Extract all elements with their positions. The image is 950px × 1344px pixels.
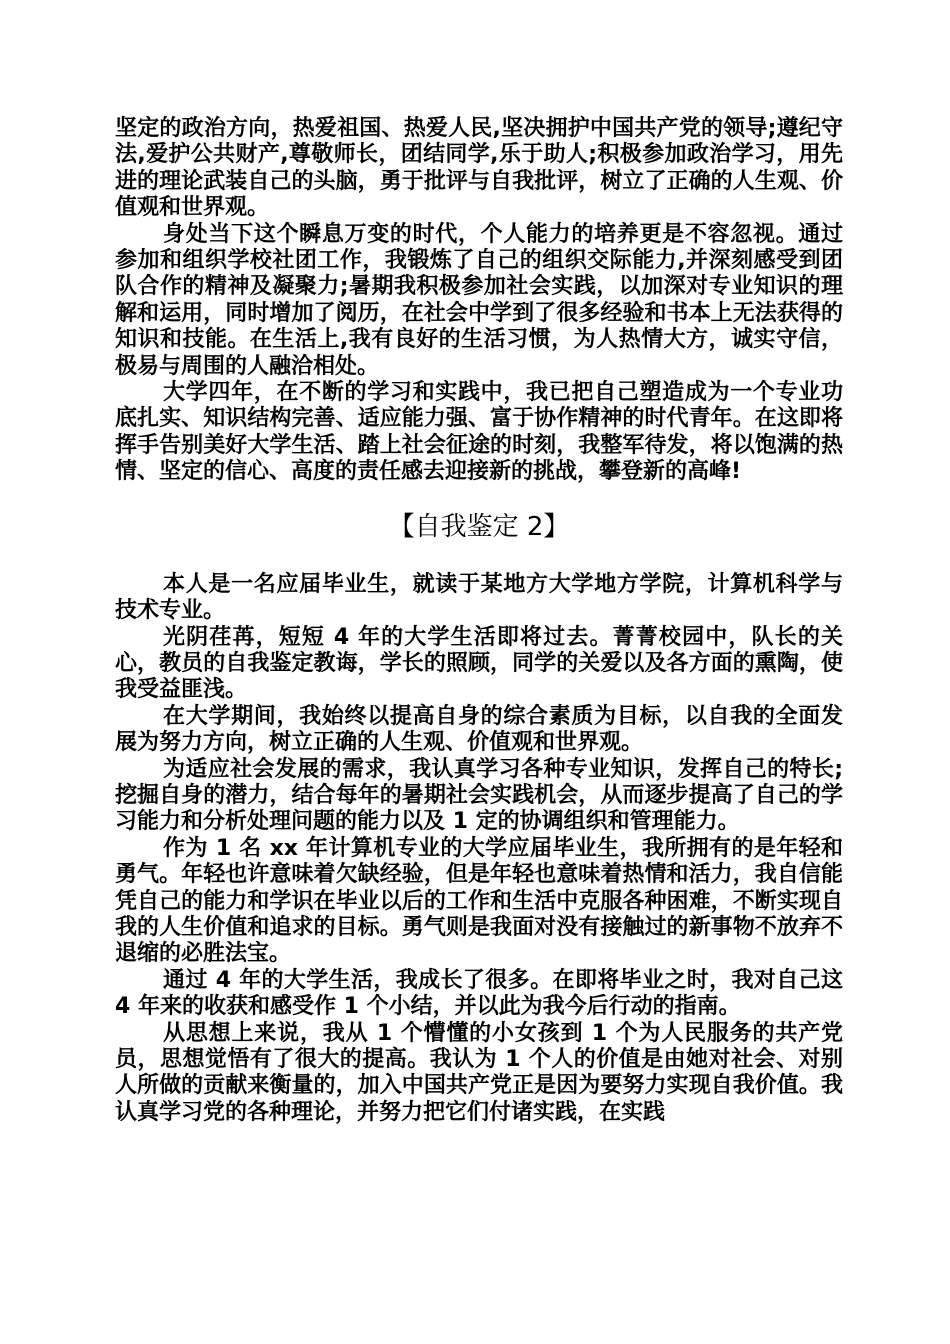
paragraph: 从思想上来说，我从 1 个懵懂的小女孩到 1 个为人民服务的共产党员，思想觉悟有了很大的提高。我认为 1 个人的价值是由她对社会、对别人所做的贡献来衡量的，加入中国共产党正是因为要努力实现自我价值。我认真学习党的各种理论，并努力把它们付诸实践，在实践: [115, 1020, 843, 1125]
paragraph: 在大学期间，我始终以提高自身的综合素质为目标，以自我的全面发展为努力方向，树立正确的人生观、价值观和世界观。: [115, 703, 843, 756]
paragraph: 坚定的政治方向，热爱祖国、热爱人民,坚决拥护中国共产党的领导;遵纪守法,爱护公共财产,尊敬师长，团结同学,乐于助人;积极参加政治学习，用先进的理论武装自己的头脑，勇于批评与自我批评，树立了正确的人生观、价值观和世界观。: [115, 116, 843, 221]
document-body: [115, 116, 843, 1126]
paragraph: 作为 1 名 xx 年计算机专业的大学应届毕业生，我所拥有的是年轻和勇气。年轻也许意味着欠缺经验，但是年轻也意味着热情和活力，我自信能凭自己的能力和学识在毕业以后的工作和生活中克服各种困难，不断实现自我的人生价值和追求的目标。勇气则是我面对没有接触过的新事物不放弃不退缩的必胜法宝。: [115, 835, 843, 967]
paragraph: 身处当下这个瞬息万变的时代，个人能力的培养更是不容忽视。通过参加和组织学校社团工作，我锻炼了自己的组织交际能力,并深刻感受到团队合作的精神及凝聚力;暑期我积极参加社会实践，以加深对专业知识的理解和运用，同时增加了阅历，在社会中学到了很多经验和书本上无法获得的知识和技能。在生活上,我有良好的生活习惯，为人热情大方，诚实守信，极易与周围的人融洽相处。: [115, 221, 843, 379]
paragraph: 光阴荏苒，短短 4 年的大学生活即将过去。菁菁校园中，队长的关心，教员的自我鉴定教诲，学长的照顾，同学的关爱以及各方面的熏陶，使我受益匪浅。: [115, 624, 843, 703]
paragraph: 为适应社会发展的需求，我认真学习各种专业知识，发挥自己的特长;挖掘自身的潜力，结合每年的暑期社会实践机会，从而逐步提高了自己的学习能力和分析处理问题的能力以及 1 定的协调组织和管理能力。: [115, 756, 843, 835]
section-title: 【自我鉴定 2】: [388, 511, 570, 542]
paragraph: 通过 4 年的大学生活，我成长了很多。在即将毕业之时，我对自己这 4 年来的收获和感受作 1 个小结，并以此为我今后行动的指南。: [115, 967, 843, 1020]
paragraph: 大学四年，在不断的学习和实践中，我已把自己塑造成为一个专业功底扎实、知识结构完善、适应能力强、富于协作精神的时代青年。在这即将挥手告别美好大学生活、踏上社会征途的时刻，我整军待发，将以饱满的热情、坚定的信心、高度的责任感去迎接新的挑战，攀登新的高峰!: [115, 380, 843, 485]
paragraph: 本人是一名应届毕业生，就读于某地方大学地方学院，计算机科学与技术专业。: [115, 571, 843, 624]
